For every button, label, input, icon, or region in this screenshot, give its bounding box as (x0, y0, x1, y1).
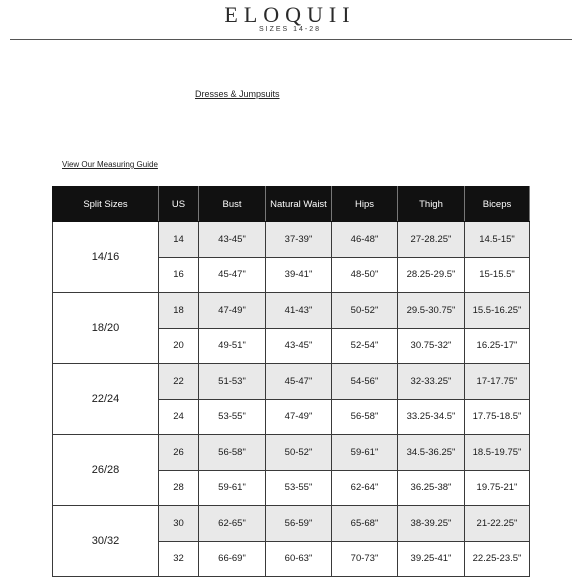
waist-cell: 47-49" (266, 399, 332, 435)
biceps-cell: 22.25-23.5" (465, 541, 530, 577)
us-size-cell: 16 (159, 257, 199, 293)
bust-cell: 45-47" (199, 257, 266, 293)
thigh-cell: 27-28.25" (398, 222, 465, 258)
header-split-sizes: Split Sizes (53, 187, 159, 222)
waist-cell: 45-47" (266, 364, 332, 400)
header-biceps: Biceps (465, 187, 530, 222)
waist-cell: 39-41" (266, 257, 332, 293)
split-size-cell: 18/20 (53, 293, 159, 364)
category-link-dresses-jumpsuits[interactable]: Dresses & Jumpsuits (195, 89, 280, 99)
thigh-cell: 38-39.25" (398, 506, 465, 542)
hips-cell: 54-56" (332, 364, 398, 400)
header-us: US (159, 187, 199, 222)
waist-cell: 37-39" (266, 222, 332, 258)
brand-logo[interactable]: ELOQUII (224, 2, 356, 27)
waist-cell: 56-59" (266, 506, 332, 542)
header-thigh: Thigh (398, 187, 465, 222)
us-size-cell: 28 (159, 470, 199, 506)
us-size-cell: 14 (159, 222, 199, 258)
bust-cell: 51-53" (199, 364, 266, 400)
biceps-cell: 18.5-19.75" (465, 435, 530, 471)
split-size-cell: 22/24 (53, 364, 159, 435)
us-size-cell: 30 (159, 506, 199, 542)
biceps-cell: 19.75-21" (465, 470, 530, 506)
header-bust: Bust (199, 187, 266, 222)
thigh-cell: 28.25-29.5" (398, 257, 465, 293)
hips-cell: 65-68" (332, 506, 398, 542)
header-hips: Hips (332, 187, 398, 222)
table-row (53, 222, 530, 258)
us-size-cell: 26 (159, 435, 199, 471)
size-chart-table (52, 186, 530, 577)
waist-cell: 53-55" (266, 470, 332, 506)
table-header-row (53, 187, 530, 222)
thigh-cell: 32-33.25" (398, 364, 465, 400)
thigh-cell: 34.5-36.25" (398, 435, 465, 471)
hips-cell: 46-48" (332, 222, 398, 258)
us-size-cell: 18 (159, 293, 199, 329)
split-size-cell: 14/16 (53, 222, 159, 293)
split-size-cell: 26/28 (53, 435, 159, 506)
table-row (53, 435, 530, 471)
bust-cell: 43-45" (199, 222, 266, 258)
us-size-cell: 22 (159, 364, 199, 400)
bust-cell: 66-69" (199, 541, 266, 577)
us-size-cell: 32 (159, 541, 199, 577)
thigh-cell: 30.75-32" (398, 328, 465, 364)
thigh-cell: 29.5-30.75" (398, 293, 465, 329)
biceps-cell: 14.5-15" (465, 222, 530, 258)
bust-cell: 53-55" (199, 399, 266, 435)
measuring-guide-link[interactable]: View Our Measuring Guide (62, 160, 158, 169)
bust-cell: 62-65" (199, 506, 266, 542)
hips-cell: 50-52" (332, 293, 398, 329)
waist-cell: 43-45" (266, 328, 332, 364)
waist-cell: 60-63" (266, 541, 332, 577)
biceps-cell: 17-17.75" (465, 364, 530, 400)
biceps-cell: 21-22.25" (465, 506, 530, 542)
split-size-cell: 30/32 (53, 506, 159, 577)
biceps-cell: 17.75-18.5" (465, 399, 530, 435)
thigh-cell: 33.25-34.5" (398, 399, 465, 435)
biceps-cell: 15-15.5" (465, 257, 530, 293)
waist-cell: 41-43" (266, 293, 332, 329)
us-size-cell: 20 (159, 328, 199, 364)
table-row (53, 506, 530, 542)
header-divider (10, 39, 572, 40)
hips-cell: 52-54" (332, 328, 398, 364)
table-row (53, 364, 530, 400)
hips-cell: 70-73" (332, 541, 398, 577)
bust-cell: 56-58" (199, 435, 266, 471)
table-row (53, 293, 530, 329)
hips-cell: 62-64" (332, 470, 398, 506)
biceps-cell: 16.25-17" (465, 328, 530, 364)
brand-tagline: SIZES 14-28 (258, 26, 322, 33)
thigh-cell: 36.25-38" (398, 470, 465, 506)
bust-cell: 47-49" (199, 293, 266, 329)
bust-cell: 59-61" (199, 470, 266, 506)
header-natural-waist: Natural Waist (266, 187, 332, 222)
us-size-cell: 24 (159, 399, 199, 435)
hips-cell: 48-50" (332, 257, 398, 293)
hips-cell: 56-58" (332, 399, 398, 435)
thigh-cell: 39.25-41" (398, 541, 465, 577)
waist-cell: 50-52" (266, 435, 332, 471)
biceps-cell: 15.5-16.25" (465, 293, 530, 329)
bust-cell: 49-51" (199, 328, 266, 364)
hips-cell: 59-61" (332, 435, 398, 471)
